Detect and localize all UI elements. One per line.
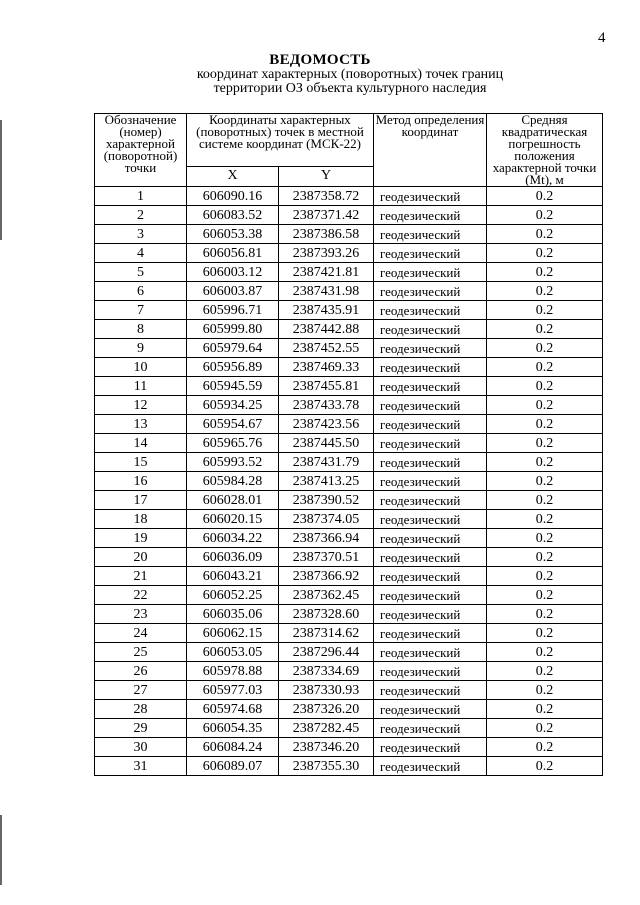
accuracy-cell: 0.2 [487, 282, 603, 301]
table-row [95, 700, 603, 719]
table-row [95, 339, 603, 358]
method-cell: геодезический [374, 510, 487, 529]
x-coordinate-cell: 606003.12 [187, 263, 279, 282]
x-coordinate-cell: 606056.81 [187, 244, 279, 263]
accuracy-cell: 0.2 [487, 662, 603, 681]
accuracy-cell: 0.2 [487, 301, 603, 320]
x-coordinate-cell: 606053.38 [187, 225, 279, 244]
table-row [95, 757, 603, 776]
point-number-cell: 30 [95, 738, 187, 757]
method-cell: геодезический [374, 624, 487, 643]
method-cell: геодезический [374, 491, 487, 510]
x-coordinate-cell: 605978.88 [187, 662, 279, 681]
y-coordinate-cell: 2387366.94 [279, 529, 374, 548]
y-coordinate-cell: 2387386.58 [279, 225, 374, 244]
accuracy-cell: 0.2 [487, 757, 603, 776]
table-row [95, 301, 603, 320]
table-row [95, 662, 603, 681]
x-coordinate-cell: 606053.05 [187, 643, 279, 662]
x-coordinate-cell: 606054.35 [187, 719, 279, 738]
x-coordinate-cell: 606084.24 [187, 738, 279, 757]
y-coordinate-cell: 2387328.60 [279, 605, 374, 624]
accuracy-cell: 0.2 [487, 719, 603, 738]
y-coordinate-cell: 2387431.79 [279, 453, 374, 472]
y-coordinate-cell: 2387330.93 [279, 681, 374, 700]
accuracy-cell: 0.2 [487, 643, 603, 662]
y-coordinate-cell: 2387374.05 [279, 510, 374, 529]
x-coordinate-cell: 605934.25 [187, 396, 279, 415]
y-coordinate-cell: 2387421.81 [279, 263, 374, 282]
point-number-cell: 9 [95, 339, 187, 358]
header-y: Y [279, 166, 374, 186]
method-cell: геодезический [374, 301, 487, 320]
accuracy-cell: 0.2 [487, 453, 603, 472]
document-subtitle-line2: территории ОЗ объекта культурного наследия [213, 81, 487, 96]
point-number-cell: 29 [95, 719, 187, 738]
x-coordinate-cell: 606003.87 [187, 282, 279, 301]
point-number-cell: 18 [95, 510, 187, 529]
x-coordinate-cell: 606028.01 [187, 491, 279, 510]
x-coordinate-cell: 605977.03 [187, 681, 279, 700]
header-coordinates: Координаты характерных (поворотных) точек в местной системе координат (МСК-22) [187, 114, 374, 167]
table-row [95, 187, 603, 206]
x-coordinate-cell: 605999.80 [187, 320, 279, 339]
point-number-cell: 5 [95, 263, 187, 282]
table-row [95, 472, 603, 491]
accuracy-cell: 0.2 [487, 567, 603, 586]
x-coordinate-cell: 606043.21 [187, 567, 279, 586]
accuracy-cell: 0.2 [487, 225, 603, 244]
method-cell: геодезический [374, 187, 487, 206]
accuracy-cell: 0.2 [487, 434, 603, 453]
method-cell: геодезический [374, 662, 487, 681]
method-cell: геодезический [374, 206, 487, 225]
table-row [95, 624, 603, 643]
method-cell: геодезический [374, 377, 487, 396]
x-coordinate-cell: 605996.71 [187, 301, 279, 320]
point-number-cell: 25 [95, 643, 187, 662]
accuracy-cell: 0.2 [487, 472, 603, 491]
method-cell: геодезический [374, 738, 487, 757]
y-coordinate-cell: 2387362.45 [279, 586, 374, 605]
accuracy-cell: 0.2 [487, 586, 603, 605]
table-row [95, 377, 603, 396]
accuracy-cell: 0.2 [487, 738, 603, 757]
header-x: X [187, 166, 279, 186]
accuracy-cell: 0.2 [487, 263, 603, 282]
point-number-cell: 15 [95, 453, 187, 472]
method-cell: геодезический [374, 225, 487, 244]
table-row [95, 396, 603, 415]
method-cell: геодезический [374, 320, 487, 339]
y-coordinate-cell: 2387358.72 [279, 187, 374, 206]
point-number-cell: 23 [95, 605, 187, 624]
method-cell: геодезический [374, 453, 487, 472]
table-row [95, 491, 603, 510]
y-coordinate-cell: 2387371.42 [279, 206, 374, 225]
y-coordinate-cell: 2387282.45 [279, 719, 374, 738]
accuracy-cell: 0.2 [487, 244, 603, 263]
method-cell: геодезический [374, 396, 487, 415]
x-coordinate-cell: 606052.25 [187, 586, 279, 605]
coordinates-table [94, 113, 603, 776]
point-number-cell: 24 [95, 624, 187, 643]
x-coordinate-cell: 605984.28 [187, 472, 279, 491]
table-row [95, 529, 603, 548]
accuracy-cell: 0.2 [487, 187, 603, 206]
header-point: Обозначение (номер) характерной (поворотной) точки [95, 114, 187, 187]
point-number-cell: 16 [95, 472, 187, 491]
header-accuracy: Средняя квадратическая погрешность положения характерной точки (Mt), м [487, 114, 603, 187]
table-row [95, 225, 603, 244]
point-number-cell: 1 [95, 187, 187, 206]
accuracy-cell: 0.2 [487, 396, 603, 415]
table-row [95, 244, 603, 263]
method-cell: геодезический [374, 643, 487, 662]
method-cell: геодезический [374, 700, 487, 719]
method-cell: геодезический [374, 529, 487, 548]
method-cell: геодезический [374, 358, 487, 377]
accuracy-cell: 0.2 [487, 377, 603, 396]
method-cell: геодезический [374, 567, 487, 586]
document-subtitle-line1: координат характерных (поворотных) точек границ [196, 67, 504, 82]
method-cell: геодезический [374, 244, 487, 263]
header-method: Метод определения координат [374, 114, 487, 187]
point-number-cell: 11 [95, 377, 187, 396]
point-number-cell: 7 [95, 301, 187, 320]
x-coordinate-cell: 606062.15 [187, 624, 279, 643]
accuracy-cell: 0.2 [487, 700, 603, 719]
accuracy-cell: 0.2 [487, 529, 603, 548]
method-cell: геодезический [374, 282, 487, 301]
x-coordinate-cell: 605945.59 [187, 377, 279, 396]
y-coordinate-cell: 2387413.25 [279, 472, 374, 491]
method-cell: геодезический [374, 757, 487, 776]
accuracy-cell: 0.2 [487, 681, 603, 700]
y-coordinate-cell: 2387296.44 [279, 643, 374, 662]
x-coordinate-cell: 606020.15 [187, 510, 279, 529]
table-row [95, 567, 603, 586]
y-coordinate-cell: 2387334.69 [279, 662, 374, 681]
method-cell: геодезический [374, 415, 487, 434]
point-number-cell: 6 [95, 282, 187, 301]
table-row [95, 453, 603, 472]
accuracy-cell: 0.2 [487, 548, 603, 567]
point-number-cell: 27 [95, 681, 187, 700]
document-title: ВЕДОМОСТЬ [269, 52, 371, 68]
point-number-cell: 3 [95, 225, 187, 244]
table-row [95, 415, 603, 434]
accuracy-cell: 0.2 [487, 358, 603, 377]
y-coordinate-cell: 2387346.20 [279, 738, 374, 757]
x-coordinate-cell: 606035.06 [187, 605, 279, 624]
x-coordinate-cell: 606083.52 [187, 206, 279, 225]
table-row [95, 263, 603, 282]
table-row [95, 681, 603, 700]
x-coordinate-cell: 606036.09 [187, 548, 279, 567]
point-number-cell: 19 [95, 529, 187, 548]
point-number-cell: 12 [95, 396, 187, 415]
y-coordinate-cell: 2387393.26 [279, 244, 374, 263]
method-cell: геодезический [374, 339, 487, 358]
table-row [95, 643, 603, 662]
point-number-cell: 4 [95, 244, 187, 263]
x-coordinate-cell: 606090.16 [187, 187, 279, 206]
table-row [95, 548, 603, 567]
x-coordinate-cell: 605956.89 [187, 358, 279, 377]
accuracy-cell: 0.2 [487, 605, 603, 624]
point-number-cell: 20 [95, 548, 187, 567]
table-row [95, 206, 603, 225]
y-coordinate-cell: 2387370.51 [279, 548, 374, 567]
point-number-cell: 13 [95, 415, 187, 434]
point-number-cell: 31 [95, 757, 187, 776]
accuracy-cell: 0.2 [487, 339, 603, 358]
table-row [95, 510, 603, 529]
accuracy-cell: 0.2 [487, 491, 603, 510]
table-row [95, 358, 603, 377]
y-coordinate-cell: 2387326.20 [279, 700, 374, 719]
x-coordinate-cell: 606034.22 [187, 529, 279, 548]
page-number: 4 [598, 30, 606, 46]
x-coordinate-cell: 606089.07 [187, 757, 279, 776]
y-coordinate-cell: 2387366.92 [279, 567, 374, 586]
y-coordinate-cell: 2387469.33 [279, 358, 374, 377]
point-number-cell: 21 [95, 567, 187, 586]
x-coordinate-cell: 605965.76 [187, 434, 279, 453]
method-cell: геодезический [374, 548, 487, 567]
y-coordinate-cell: 2387423.56 [279, 415, 374, 434]
y-coordinate-cell: 2387455.81 [279, 377, 374, 396]
method-cell: геодезический [374, 681, 487, 700]
point-number-cell: 14 [95, 434, 187, 453]
accuracy-cell: 0.2 [487, 320, 603, 339]
point-number-cell: 8 [95, 320, 187, 339]
scan-edge-mark [0, 815, 2, 885]
accuracy-cell: 0.2 [487, 415, 603, 434]
point-number-cell: 28 [95, 700, 187, 719]
y-coordinate-cell: 2387431.98 [279, 282, 374, 301]
point-number-cell: 17 [95, 491, 187, 510]
method-cell: геодезический [374, 263, 487, 282]
y-coordinate-cell: 2387390.52 [279, 491, 374, 510]
table-row [95, 320, 603, 339]
y-coordinate-cell: 2387433.78 [279, 396, 374, 415]
y-coordinate-cell: 2387314.62 [279, 624, 374, 643]
accuracy-cell: 0.2 [487, 206, 603, 225]
x-coordinate-cell: 605993.52 [187, 453, 279, 472]
x-coordinate-cell: 605954.67 [187, 415, 279, 434]
point-number-cell: 26 [95, 662, 187, 681]
table-row [95, 738, 603, 757]
method-cell: геодезический [374, 434, 487, 453]
point-number-cell: 22 [95, 586, 187, 605]
method-cell: геодезический [374, 586, 487, 605]
table-row [95, 282, 603, 301]
table-row [95, 586, 603, 605]
table-row [95, 605, 603, 624]
table-row [95, 719, 603, 738]
y-coordinate-cell: 2387452.55 [279, 339, 374, 358]
y-coordinate-cell: 2387445.50 [279, 434, 374, 453]
method-cell: геодезический [374, 472, 487, 491]
method-cell: геодезический [374, 605, 487, 624]
point-number-cell: 10 [95, 358, 187, 377]
accuracy-cell: 0.2 [487, 624, 603, 643]
x-coordinate-cell: 605974.68 [187, 700, 279, 719]
y-coordinate-cell: 2387355.30 [279, 757, 374, 776]
accuracy-cell: 0.2 [487, 510, 603, 529]
point-number-cell: 2 [95, 206, 187, 225]
table-row [95, 434, 603, 453]
scan-edge-mark [0, 120, 2, 240]
y-coordinate-cell: 2387442.88 [279, 320, 374, 339]
x-coordinate-cell: 605979.64 [187, 339, 279, 358]
y-coordinate-cell: 2387435.91 [279, 301, 374, 320]
method-cell: геодезический [374, 719, 487, 738]
